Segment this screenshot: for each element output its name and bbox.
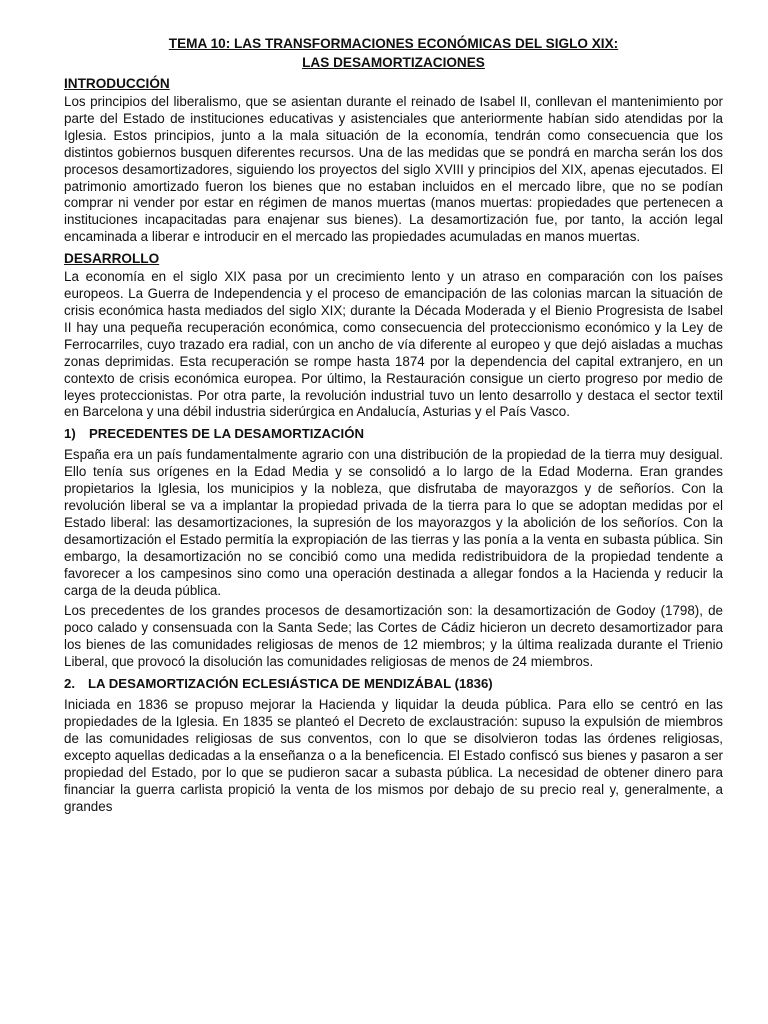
document-page <box>64 34 723 815</box>
paragraph-desarrollo: La economía en el siglo XIX pasa por un crecimiento lento y un atraso en comparación con los países europeos. La Guerra de Independencia y el proceso de emancipación de las colonias marcan la situación de crisis económica hasta mediados del siglo XIX; durante la Década Moderada y el Bienio Progresista de Isabel II hay una pequeña recuperación económica, como consecuencia del proteccionismo económico y la Ley de Ferrocarriles, cuyo trazado era radial, con un ancho de vía diferente al europeo y que dejó aisladas a muchas zonas deprimidas. Esta recuperación se rompe hasta 1874 por la dependencia del capital extranjero, en un contexto de crisis económica europea. Por último, la Restauración consigue un cierto progreso por medio de leyes proteccionistas. Por otra parte, la revolución industrial tuvo un lento desarrollo y destaca el sector textil en Barcelona y una débil industria siderúrgica en Andalucía, Asturias y el País Vasco. <box>64 269 723 420</box>
subsection-title: LA DESAMORTIZACIÓN ECLESIÁSTICA DE MENDIZÁBAL (1836) <box>88 676 493 692</box>
section-heading-desarrollo: DESARROLLO <box>64 251 160 267</box>
subsection-heading-precedentes <box>64 425 723 442</box>
section-heading-introduccion: INTRODUCCIÓN <box>64 76 170 91</box>
document-title-line-2: LAS DESAMORTIZACIONES <box>302 55 485 70</box>
subsection-heading-mendizabal <box>64 675 723 692</box>
subsection-number: 1) <box>64 426 76 442</box>
document-title-line-1: TEMA 10: LAS TRANSFORMACIONES ECONÓMICAS DEL SIGLO XIX: <box>168 36 619 51</box>
paragraph-precedentes-1: España era un país fundamentalmente agrario con una distribución de la propiedad de la tierra muy desigual. Ello tenía sus orígenes en la Edad Media y se consolidó a lo largo de la Edad Moderna. Eran grandes propietarios la Iglesia, los municipios y la nobleza, que disfrutaba de mayorazgos y de señoríos. Con la revolución liberal se va a implantar la propiedad privada de la tierra para lo que se adoptan medidas por el Estado liberal: las desamortizaciones, la supresión de los mayorazgos y la abolición de los señoríos. Con la desamortización el Estado permitía la expropiación de las tierras y las ponía a la venta en subasta pública. Sin embargo, la desamortización no se concibió como una medida redistribuidora de la propiedad tendente a favorecer a los campesinos sino como una operación destinada a allegar fondos a la Hacienda y reducir la carga de la deuda pública. <box>64 447 723 598</box>
paragraph-introduccion: Los principios del liberalismo, que se asientan durante el reinado de Isabel II, conllevan el mantenimiento por parte del Estado de instituciones educativas y asistenciales que anteriormente habían sido atendidas por la Iglesia. Estos principios, junto a la mala situación de la economía, tendrán como consecuencia que los distintos gobiernos busquen diferentes recursos. Una de las medidas que se pondrá en marcha serán los dos procesos desamortizadores, siguiendo los proyectos del siglo XVIII y principios del XIX, apenas ejecutados. El patrimonio amortizado fueron los bienes que no estaban incluidos en el mercado libre, que no se podían comprar ni vender por estar en régimen de manos muertas (manos muertas: propiedades que pertenecen a instituciones incapacitadas para enajenar sus bienes). La desamortización fue, por tanto, la acción legal encaminada a liberar e introducir en el mercado las propiedades acumuladas en manos muertas. <box>64 94 723 245</box>
paragraph-precedentes-2: Los precedentes de los grandes procesos de desamortización son: la desamortización de Godoy (1798), de poco calado y consensuada con la Santa Sede; las Cortes de Cádiz hicieron un decreto desamortizador para los bienes de las comunidades religiosas de menos de 12 miembros; y la última realizada durante el Trienio Liberal, que provocó la disolución las comunidades religiosas de menos de 24 miembros. <box>64 603 723 670</box>
subsection-number: 2. <box>64 676 75 692</box>
subsection-title: PRECEDENTES DE LA DESAMORTIZACIÓN <box>89 426 364 442</box>
paragraph-mendizabal: Iniciada en 1836 se propuso mejorar la Hacienda y liquidar la deuda pública. Para ello se centró en las propiedades de la Iglesia. En 1835 se planteó el Decreto de exclaustración: supuso la expulsión de miembros de las comunidades religiosas de sus conventos, con lo que se disolvieron todas las órdenes religiosas, excepto aquellas dedicadas a la enseñanza o a la beneficencia. El Estado confiscó sus bienes y pasaron a ser propiedad del Estado, por lo que se pudieron sacar a subasta pública. La necesidad de obtener dinero para financiar la guerra carlista propició la venta de los mismos por debajo de su precio real y, generalmente, a grandes <box>64 697 723 814</box>
